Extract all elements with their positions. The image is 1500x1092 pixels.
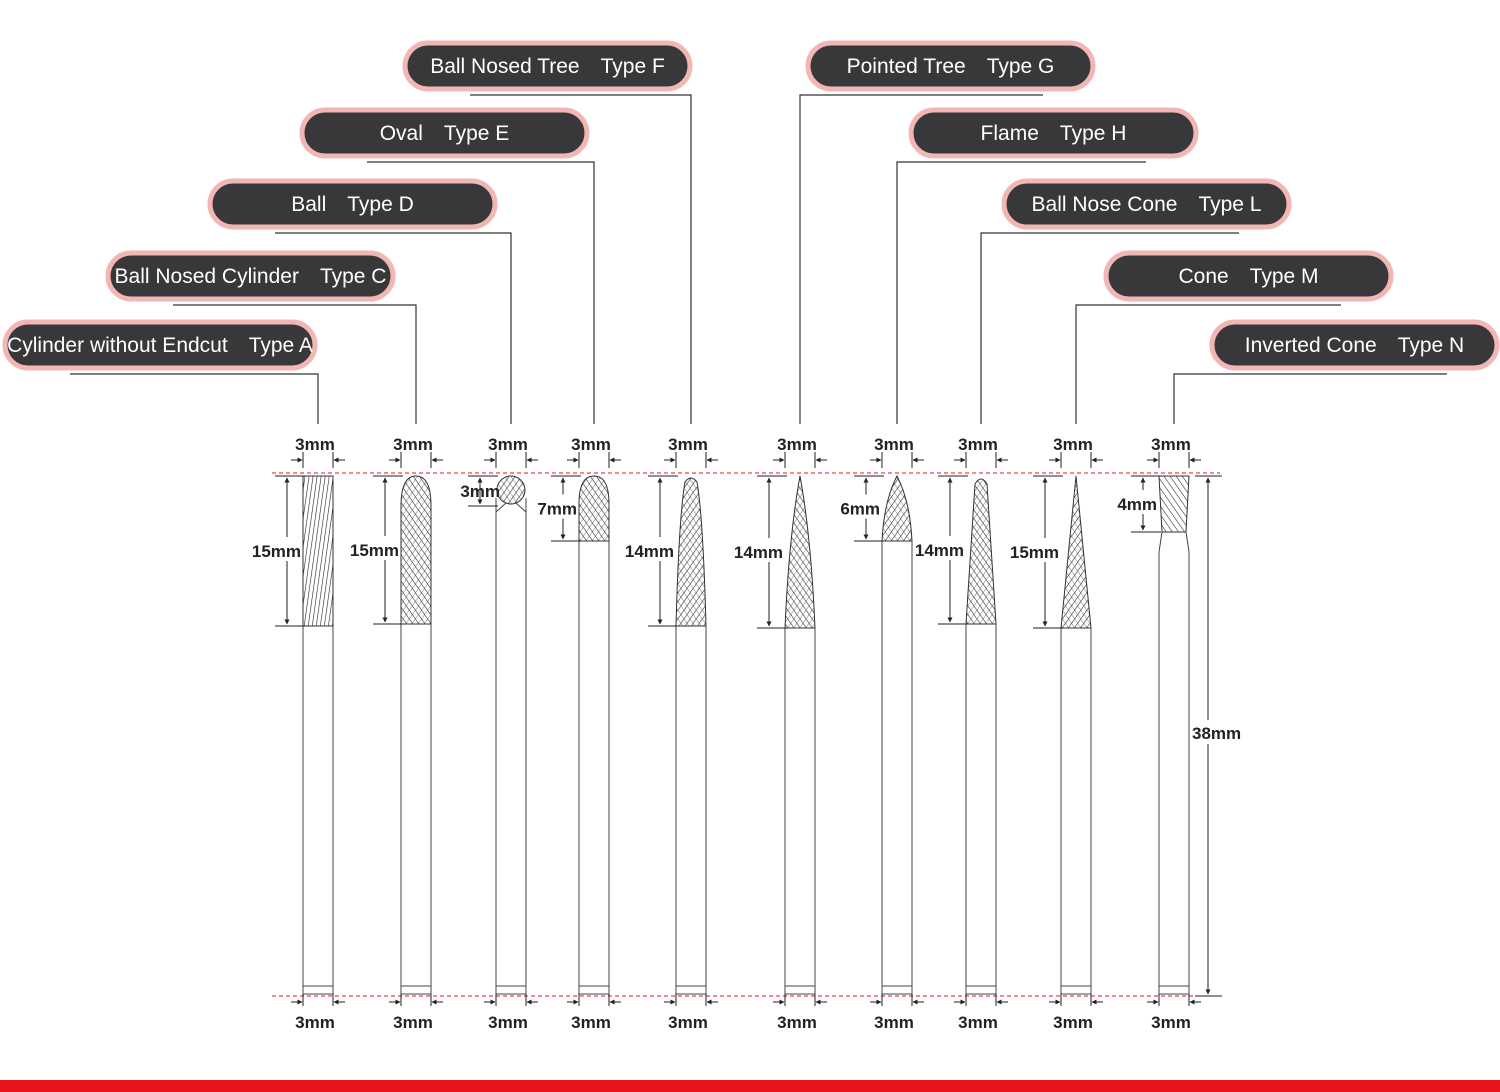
top-width-label: 3mm (295, 435, 335, 454)
label-type: Type D (347, 193, 414, 216)
label-text (7, 334, 313, 357)
top-width-label: 3mm (874, 435, 914, 454)
bottom-width-dimension (773, 994, 827, 1032)
shank-end (785, 986, 815, 994)
head-length-label: 15mm (251, 542, 301, 561)
burr-shaft (1159, 552, 1189, 990)
type-label-type-a (5, 322, 318, 424)
head-length-dimension (625, 476, 678, 626)
bottom-width-label: 3mm (1053, 1013, 1093, 1032)
label-type: Type E (443, 122, 510, 145)
top-width-dimension (567, 435, 621, 468)
top-width-label: 3mm (1053, 435, 1093, 454)
head-length-label: 7mm (537, 499, 577, 519)
label-name: Flame (980, 122, 1060, 145)
burr-shaft (966, 624, 996, 990)
burr-head-crosscut (579, 476, 609, 541)
shank-end (303, 986, 333, 994)
leader-line (1174, 374, 1447, 424)
burr-inverted-cone (1117, 435, 1201, 1032)
burr-ball-nosed-tree (625, 435, 718, 1032)
burr-shaft (496, 498, 526, 990)
head-length-dimension (460, 476, 500, 506)
burr-ball-nose-cone (915, 435, 1008, 1032)
type-label-type-l (981, 181, 1289, 424)
leader-line (70, 374, 318, 424)
bottom-width-dimension (291, 994, 345, 1032)
bottom-width-label: 3mm (1151, 1013, 1191, 1032)
bottom-width-dimension (954, 994, 1008, 1032)
top-width-dimension (664, 435, 718, 468)
shank-end (1159, 986, 1189, 994)
burr-shaft (303, 626, 333, 990)
burr-shaft (676, 626, 706, 990)
top-width-dimension (1147, 435, 1201, 468)
label-type: Type M (1249, 265, 1319, 288)
top-width-dimension (954, 435, 1008, 468)
burr-head-crosscut (676, 478, 706, 626)
label-text (291, 193, 414, 216)
bottom-width-label: 3mm (488, 1013, 528, 1032)
burr-flame (840, 435, 924, 1032)
head-length-dimension (840, 476, 884, 541)
top-width-dimension (291, 435, 345, 468)
top-width-dimension (773, 435, 827, 468)
label-type: Type L (1198, 193, 1262, 216)
label-type: Type H (1059, 122, 1127, 145)
label-type: Type A (248, 334, 313, 357)
bottom-width-dimension (484, 994, 538, 1032)
bottom-accent-bar (0, 1080, 1500, 1092)
bottom-width-dimension (870, 994, 924, 1032)
burr-shaft (882, 541, 912, 990)
burr-shaft (1061, 628, 1091, 990)
top-width-label: 3mm (668, 435, 708, 454)
type-label-type-n (1174, 322, 1497, 424)
burr-ball (460, 435, 538, 1032)
label-name: Pointed Tree (846, 55, 987, 78)
label-text (380, 122, 510, 145)
burr-head-crosscut (401, 476, 431, 624)
bottom-width-label: 3mm (958, 1013, 998, 1032)
burr-oval (537, 435, 621, 1032)
head-length-label: 3mm (460, 482, 500, 501)
burr-neck (1159, 532, 1189, 552)
burr-ball-nosed-cylinder (350, 435, 443, 1032)
top-width-label: 3mm (1151, 435, 1191, 454)
burr-shaft (401, 624, 431, 990)
shank-end (1061, 986, 1091, 994)
shank-end (676, 986, 706, 994)
burr-head-crosscut (497, 476, 525, 504)
head-length-label: 6mm (840, 499, 880, 519)
label-text (1178, 265, 1318, 288)
label-name: Inverted Cone (1244, 334, 1398, 357)
bottom-width-dimension (1147, 994, 1201, 1032)
burr-head-cut (303, 476, 333, 626)
overall-length-dimension (1192, 476, 1241, 996)
head-length-dimension (1117, 476, 1161, 532)
bottom-width-dimension (567, 994, 621, 1032)
label-name: Ball (291, 193, 348, 216)
burr-cone (1010, 435, 1103, 1032)
label-type: Type G (986, 55, 1055, 78)
label-text (115, 265, 387, 288)
bottom-width-dimension (664, 994, 718, 1032)
label-text (1245, 334, 1464, 357)
label-text (981, 122, 1127, 145)
shank-end (579, 986, 609, 994)
top-width-label: 3mm (777, 435, 817, 454)
label-name: Ball Nose Cone (1031, 193, 1199, 216)
label-type: Type F (600, 55, 665, 78)
head-length-label: 4mm (1117, 495, 1157, 514)
burr-head-cut (1159, 476, 1189, 532)
burr-shaft (579, 541, 609, 990)
top-width-label: 3mm (488, 435, 528, 454)
bottom-width-label: 3mm (295, 1013, 335, 1032)
shank-end (966, 986, 996, 994)
bottom-width-dimension (1049, 994, 1103, 1032)
top-width-label: 3mm (393, 435, 433, 454)
head-length-label: 15mm (349, 541, 399, 560)
burr-head-crosscut (882, 476, 912, 541)
head-length-dimension (350, 476, 403, 624)
burr-cylinder (252, 435, 345, 1032)
bottom-width-label: 3mm (874, 1013, 914, 1032)
type-label-type-d (210, 181, 511, 424)
label-text (430, 55, 665, 78)
burr-shaft (785, 628, 815, 990)
head-length-dimension (1010, 476, 1063, 628)
label-name: Ball Nosed Cylinder (114, 265, 320, 288)
label-name: Cylinder without Endcut (7, 334, 249, 357)
top-width-dimension (870, 435, 924, 468)
head-length-dimension (252, 476, 305, 626)
shank-end (401, 986, 431, 994)
head-length-label: 14mm (733, 543, 783, 562)
overall-length-label: 38mm (1192, 724, 1242, 743)
top-width-dimension (389, 435, 443, 468)
label-text (1032, 193, 1262, 216)
bottom-width-label: 3mm (571, 1013, 611, 1032)
head-length-dimension (915, 476, 968, 624)
head-length-dimension (537, 476, 581, 541)
top-width-label: 3mm (571, 435, 611, 454)
label-text (847, 55, 1055, 78)
head-length-label: 15mm (1009, 543, 1059, 562)
burr-pointed-tree (734, 435, 827, 1032)
label-name: Oval (379, 122, 444, 145)
top-width-label: 3mm (958, 435, 998, 454)
burr-head-crosscut (1061, 476, 1091, 628)
label-name: Cone (1178, 265, 1250, 288)
bottom-width-label: 3mm (777, 1013, 817, 1032)
top-width-dimension (484, 435, 538, 468)
label-name: Ball Nosed Tree (430, 55, 601, 78)
shank-end (496, 986, 526, 994)
head-length-label: 14mm (624, 542, 674, 561)
label-type: Type N (1397, 334, 1465, 357)
bottom-width-dimension (389, 994, 443, 1032)
head-length-dimension (734, 476, 787, 628)
label-type: Type C (319, 265, 387, 288)
top-width-dimension (1049, 435, 1103, 468)
bottom-width-label: 3mm (668, 1013, 708, 1032)
head-length-label: 14mm (914, 541, 964, 560)
shank-end (882, 986, 912, 994)
bottom-width-label: 3mm (393, 1013, 433, 1032)
